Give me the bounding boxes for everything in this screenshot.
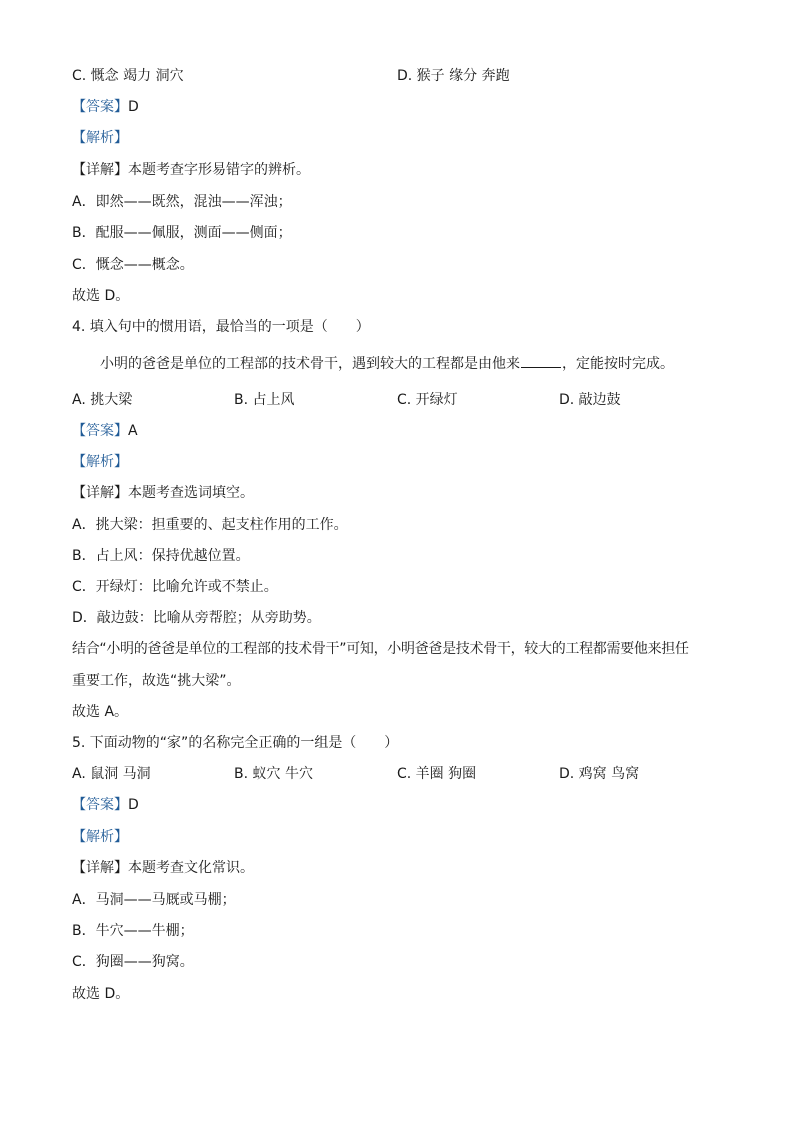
detail-tag: 【详解】 <box>72 860 128 876</box>
q3-option-d: D. 猴子 缘分 奔跑 <box>397 68 510 84</box>
q4-option-b: B. 占上风 <box>234 392 295 408</box>
q5-explain-b: B．牛穴——牛棚； <box>72 923 194 939</box>
q5-conclusion: 故选 D。 <box>72 986 130 1002</box>
q5-option-b: B. 蚁穴 牛穴 <box>234 766 313 782</box>
q5-explain-c: C．狗圈——狗窝。 <box>72 954 194 970</box>
detail-text: 本题考查文化常识。 <box>128 860 254 876</box>
answer-value: D <box>128 99 139 115</box>
answer-value: A <box>128 423 138 439</box>
detail-text: 本题考查选词填空。 <box>128 485 254 501</box>
q4-reasoning-1: 结合“小明的爸爸是单位的工程部的技术骨干”可知，小明爸爸是技术骨干，较大的工程都需要他来担任 <box>72 641 689 657</box>
q3-explain-a: A．即然——既然，混浊——浑浊； <box>72 194 292 210</box>
fill-blank <box>521 353 561 368</box>
q3-explain-b: B．配服——佩服，测面——侧面； <box>72 225 292 241</box>
q4-explain-b: B．占上风：保持优越位置。 <box>72 548 250 564</box>
answer-value: D <box>128 797 139 813</box>
q3-explain-c: C．慨念——概念。 <box>72 257 194 273</box>
q3-detail-line <box>72 160 310 180</box>
q4-sentence-after: ，定能按时完成。 <box>562 356 674 372</box>
q4-answer-line <box>72 421 138 441</box>
q3-conclusion: 故选 D。 <box>72 288 130 304</box>
q4-explain-d: D．敲边鼓：比喻从旁帮腔；从旁助势。 <box>72 610 321 626</box>
analysis-tag: 【解析】 <box>72 454 128 470</box>
q4-explain-c: C．开绿灯：比喻允许或不禁止。 <box>72 579 278 595</box>
q3-answer-line <box>72 97 139 117</box>
q4-option-a: A. 挑大梁 <box>72 392 133 408</box>
q5-option-d: D. 鸡窝 鸟窝 <box>559 766 640 782</box>
q4-reasoning-2: 重要工作，故选“挑大梁”。 <box>72 673 241 689</box>
q4-explain-a: A．挑大梁：担重要的、起支柱作用的工作。 <box>72 517 348 533</box>
q5-detail-line <box>72 858 254 878</box>
analysis-tag: 【解析】 <box>72 130 128 146</box>
q3-option-c: C. 慨念 竭力 洞穴 <box>72 68 184 84</box>
answer-tag: 【答案】 <box>72 797 128 813</box>
q5-answer-line <box>72 795 139 815</box>
q4-stem: 4. 填入句中的惯用语，最恰当的一项是（ ） <box>72 319 370 335</box>
q4-sentence <box>100 353 674 374</box>
q5-option-a: A. 鼠洞 马洞 <box>72 766 151 782</box>
q5-explain-a: A．马洞——马厩或马棚； <box>72 892 236 908</box>
detail-text: 本题考查字形易错字的辨析。 <box>128 162 310 178</box>
analysis-tag: 【解析】 <box>72 829 128 845</box>
q4-conclusion: 故选 A。 <box>72 704 129 720</box>
q5-option-c: C. 羊圈 狗圈 <box>397 766 477 782</box>
q4-sentence-before: 小明的爸爸是单位的工程部的技术骨干，遇到较大的工程都是由他来 <box>100 356 520 372</box>
detail-tag: 【详解】 <box>72 485 128 501</box>
answer-tag: 【答案】 <box>72 99 128 115</box>
q5-stem: 5. 下面动物的“家”的名称完全正确的一组是（ ） <box>72 735 399 751</box>
q4-option-d: D. 敲边鼓 <box>559 392 621 408</box>
detail-tag: 【详解】 <box>72 162 128 178</box>
answer-tag: 【答案】 <box>72 423 128 439</box>
q4-detail-line <box>72 483 254 503</box>
q4-option-c: C. 开绿灯 <box>397 392 458 408</box>
